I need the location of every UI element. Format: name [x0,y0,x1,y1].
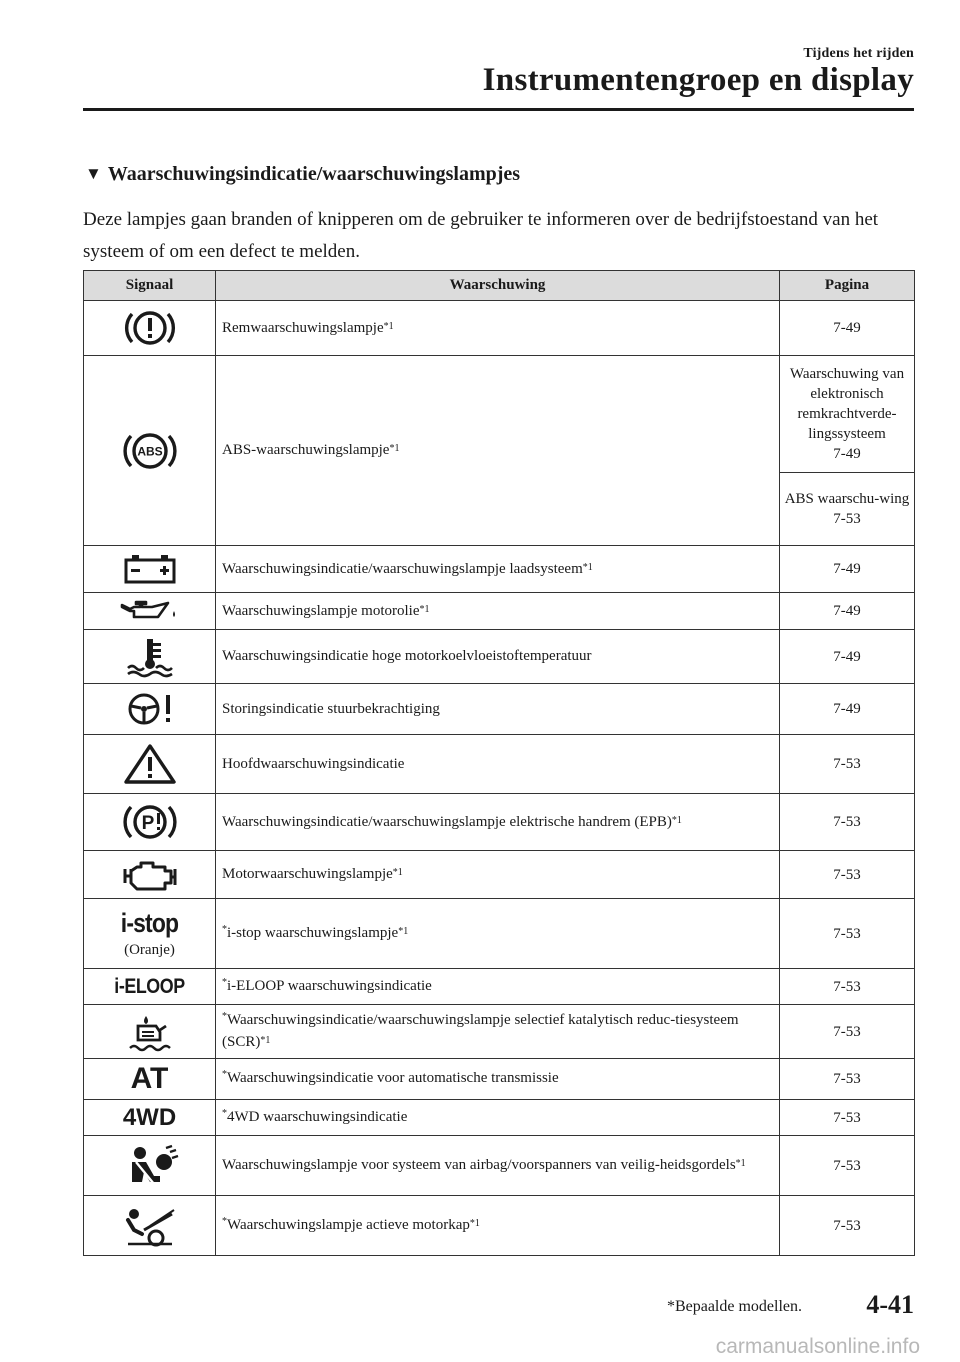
section-title: Waarschuwingsindicatie/waarschuwingslampjes [107,163,521,185]
warning-cell: Waarschuwingsindicatie/waarschuwingslampje elektrische handrem (EPB)$^{*1}$ [216,794,780,851]
i-eloop-icon: i-ELOOP [114,974,185,998]
warning-cell: Storingsindicatie stuurbekrachtiging [216,684,780,735]
signal-cell [84,1100,216,1136]
table-row [84,301,915,356]
warning-lights-table [83,270,915,1256]
section-marker: ▼ [85,164,102,183]
page-cell: 7-49 [780,630,915,684]
table-row [84,546,915,593]
master-warning-icon [120,742,180,786]
warning-cell: *Waarschuwingsindicatie/waarschuwingslampje selectief katalytisch reduc-tiesysteem (SCR)$^{*1}$ [216,1005,780,1059]
warning-cell: Waarschuwingsindicatie hoge motorkoelvloeistoftemperatuur [216,630,780,684]
airbag-icon [120,1144,180,1188]
page-cell: 7-53 [780,794,915,851]
chapter-subtitle: Tijdens het rijden [803,46,914,61]
page-cell: 7-53 [780,1005,915,1059]
signal-cell [84,851,216,899]
signal-cell [84,1196,216,1256]
active-bonnet-icon [120,1204,180,1248]
table-row [84,794,915,851]
automatic-transmission-icon: AT [130,1062,169,1095]
scr-system-icon [120,1012,180,1052]
page-cell: Waarschuwing van elektronisch remkrachtverde-lingssysteem 7-49 [780,356,915,473]
svg-text:ABS: ABS [136,444,163,458]
intro-paragraph: Deze lampjes gaan branden of knipperen om de gebruiker te informeren over de bedrijfstoestand van het systeem of om een defect te melden. [83,209,879,262]
page-cell: 7-49 [780,593,915,630]
battery-charging-icon [120,552,180,586]
signal-cell [84,794,216,851]
table-row [84,899,915,969]
page-cell: 7-49 [780,301,915,356]
page-cell: 7-53 [780,1100,915,1136]
table-row [84,356,915,473]
signal-cell [84,593,216,630]
page-cell: 7-53 [780,899,915,969]
page-cell: 7-53 [780,851,915,899]
table-row [84,735,915,794]
header-divider [83,108,914,111]
table-row [84,1005,915,1059]
signal-cell [84,630,216,684]
header-warning: Waarschuwing [216,271,780,301]
signal-cell [84,356,216,546]
signal-cell [84,899,216,969]
four-wheel-drive-icon: 4WD [122,1103,177,1131]
check-engine-icon [119,857,181,893]
signal-cell [84,1059,216,1100]
table-row [84,1196,915,1256]
warning-cell: Hoofdwaarschuwingsindicatie [216,735,780,794]
abs-warning-icon [120,428,180,474]
chapter-title: Instrumentengroep en display [482,62,914,98]
power-steering-icon [120,690,180,728]
table-header-row [84,271,915,301]
warning-cell: Waarschuwingsindicatie/waarschuwingslampje laadsysteem$^{*1}$ [216,546,780,593]
electric-parking-brake-icon [120,800,180,844]
warning-cell: *Waarschuwingsindicatie voor automatische transmissie [216,1059,780,1100]
signal-cell [84,969,216,1005]
page-cell: 7-53 [780,1059,915,1100]
page-cell: 7-53 [780,1196,915,1256]
page-number: 4-41 [866,1290,914,1319]
signal-cell [84,1136,216,1196]
table-row [84,684,915,735]
brake-warning-icon [120,307,180,349]
coolant-temperature-icon [120,636,180,678]
page-cell: 7-53 [780,1136,915,1196]
warning-cell: Remwaarschuwingslampje$^{*1}$ [216,301,780,356]
warning-cell: Waarschuwingslampje voor systeem van airbag/voorspanners van veilig-heidsgordels$^{*1}$ [216,1136,780,1196]
signal-cell [84,546,216,593]
warning-cell: *i-stop waarschuwingslampje$^{*1}$ [216,899,780,969]
page-cell: 7-49 [780,684,915,735]
svg-text:P: P [141,813,154,834]
section-heading [85,163,520,186]
watermark: carmanualsonline.info [715,1335,920,1358]
table-row [84,1136,915,1196]
header-page: Pagina [780,271,915,301]
table-row [84,630,915,684]
table-row [84,1100,915,1136]
oil-can-icon [118,597,182,625]
header-signal: Signaal [84,271,216,301]
icon-caption: (Oranje) [124,942,175,958]
warning-cell: *Waarschuwingslampje actieve motorkap$^{*1}$ [216,1196,780,1256]
table-row [84,969,915,1005]
warning-cell: ABS-waarschuwingslampje$^{*1}$ [216,356,780,546]
signal-cell [84,735,216,794]
footnote: *Bepaalde modellen. [666,1298,802,1315]
signal-cell [84,301,216,356]
table-row [84,851,915,899]
warning-cell: Motorwaarschuwingslampje$^{*1}$ [216,851,780,899]
signal-cell [84,1005,216,1059]
warning-cell: *i-ELOOP waarschuwingsindicatie [216,969,780,1005]
warning-cell: *4WD waarschuwingsindicatie [216,1100,780,1136]
table-row [84,593,915,630]
warning-cell: Waarschuwingslampje motorolie$^{*1}$ [216,593,780,630]
page-cell: 7-53 [780,969,915,1005]
page-cell: ABS waarschu-wing 7-53 [780,473,915,546]
table-row [84,1059,915,1100]
i-stop-icon: i-stop [120,908,179,938]
signal-cell [84,684,216,735]
page-cell: 7-49 [780,546,915,593]
page-cell: 7-53 [780,735,915,794]
